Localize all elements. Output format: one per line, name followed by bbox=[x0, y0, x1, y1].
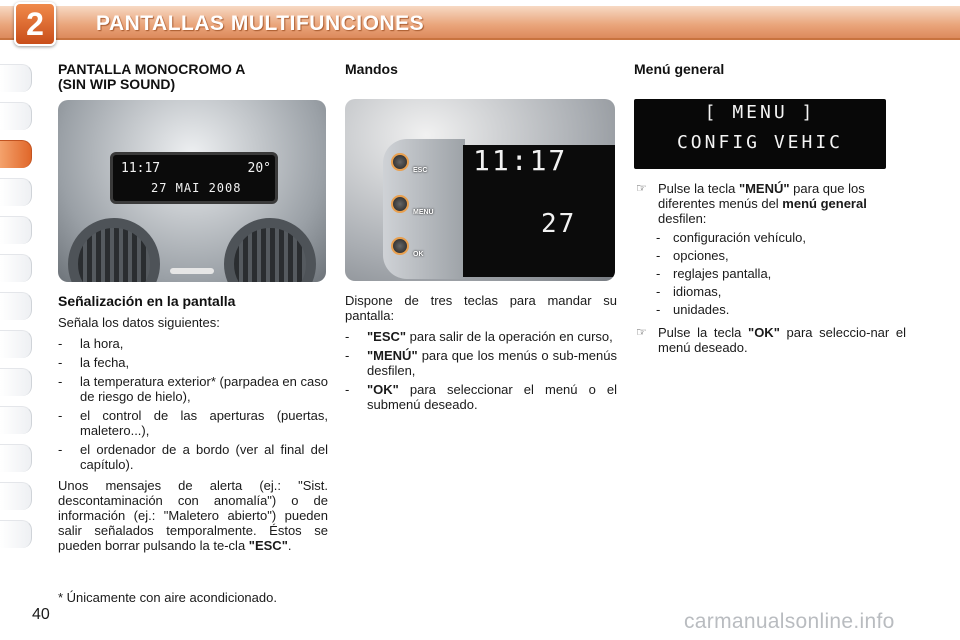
signals-list bbox=[58, 336, 328, 472]
hazard-switch bbox=[170, 268, 214, 274]
page-title: PANTALLAS MULTIFUNCIONES bbox=[96, 12, 425, 35]
column-general-menu bbox=[634, 62, 906, 355]
page-number: 40 bbox=[32, 606, 50, 623]
controls-lcd bbox=[463, 145, 615, 277]
list-item: - la fecha, bbox=[58, 355, 130, 370]
lcd-config-line: CONFIG VEHIC bbox=[676, 132, 844, 153]
step-press-ok: ☞ Pulse la tecla "OK" para seleccio-nar el menú deseado. bbox=[636, 325, 907, 355]
column-monochrome-display bbox=[58, 62, 328, 553]
lcd-menu-line: [ MENU ] bbox=[704, 102, 816, 123]
esc-button-icon bbox=[391, 153, 409, 171]
page-header bbox=[0, 0, 960, 46]
ok-button-icon bbox=[391, 237, 409, 255]
chapter-tab-7[interactable] bbox=[0, 292, 32, 320]
chapter-tab-1[interactable] bbox=[0, 64, 32, 92]
section-heading-general-menu: Menú general bbox=[634, 61, 725, 77]
section-heading-controls: Mandos bbox=[345, 61, 398, 77]
intro-text: Señala los datos siguientes: bbox=[58, 315, 220, 330]
heading-line-2: (SIN WIP SOUND) bbox=[58, 76, 176, 92]
air-vent-right bbox=[224, 218, 316, 282]
chapter-tab-12[interactable] bbox=[0, 482, 32, 510]
hand-pointer-icon: ☞ bbox=[636, 325, 647, 339]
list-item: - el control de las aperturas (puertas, maletero...), bbox=[58, 408, 328, 438]
air-vent-left bbox=[68, 218, 160, 282]
watermark: carmanualsonline.info bbox=[684, 610, 895, 633]
menu-options-list bbox=[656, 230, 906, 317]
list-item: - "MENÚ" para que los menús o sub-menús desfilen, bbox=[345, 348, 617, 378]
chapter-tab-13[interactable] bbox=[0, 520, 32, 548]
list-item: - opciones, bbox=[656, 248, 729, 263]
list-item: - el ordenador de a bordo (ver al final del capítulo). bbox=[58, 442, 328, 472]
lcd-value: 27 bbox=[541, 209, 577, 239]
control-buttons-panel bbox=[383, 139, 465, 279]
chapter-tabs bbox=[0, 64, 40, 558]
hand-pointer-icon: ☞ bbox=[636, 181, 647, 195]
section-heading-monochrome bbox=[58, 62, 328, 92]
monochrome-lcd bbox=[110, 152, 278, 204]
chapter-tab-6[interactable] bbox=[0, 254, 32, 282]
chapter-badge: 2 bbox=[14, 2, 56, 46]
controls-list bbox=[345, 329, 617, 412]
chapter-tab-2[interactable] bbox=[0, 102, 32, 130]
column-controls bbox=[345, 62, 617, 416]
chapter-tab-9[interactable] bbox=[0, 368, 32, 396]
list-item: - "ESC" para salir de la operación en curso, bbox=[345, 329, 613, 344]
dashboard-photo bbox=[58, 100, 326, 282]
lcd-time: 11:17 bbox=[121, 161, 161, 176]
controls-photo bbox=[345, 99, 615, 281]
list-item: - unidades. bbox=[656, 302, 730, 317]
footnote: * Únicamente con aire acondicionado. bbox=[58, 590, 277, 605]
heading-line-1: PANTALLA MONOCROMO A bbox=[58, 61, 246, 77]
section-heading-display-signals: Señalización en la pantalla bbox=[58, 293, 236, 309]
esc-button-label: ESC bbox=[413, 167, 428, 174]
chapter-tab-active[interactable] bbox=[0, 140, 32, 168]
list-item: - configuración vehículo, bbox=[656, 230, 806, 245]
alert-paragraph: Unos mensajes de alerta (ej.: "Sist. descontaminación con anomalía") o de información (ej.: "Maletero abierto") pueden salir señalados temporalmente. Éstos se pueden borrar pulsando la te-cla "ESC". bbox=[58, 478, 328, 553]
ok-button-label: OK bbox=[413, 251, 424, 258]
chapter-tab-8[interactable] bbox=[0, 330, 32, 358]
chapter-tab-5[interactable] bbox=[0, 216, 32, 244]
chapter-tab-11[interactable] bbox=[0, 444, 32, 472]
menu-button-icon bbox=[391, 195, 409, 213]
list-item: - la hora, bbox=[58, 336, 124, 351]
controls-intro: Dispone de tres teclas para mandar su pantalla: bbox=[345, 293, 617, 323]
chapter-tab-4[interactable] bbox=[0, 178, 32, 206]
menu-lcd-display bbox=[634, 99, 886, 169]
list-item: - la temperatura exterior* (parpadea en caso de riesgo de hielo), bbox=[58, 374, 328, 404]
step-press-menu: ☞ Pulse la tecla "MENÚ" para que los diferentes menús del menú general desfilen: bbox=[636, 181, 867, 226]
lcd-temperature: 20° bbox=[247, 161, 271, 176]
chapter-tab-10[interactable] bbox=[0, 406, 32, 434]
list-item: - reglajes pantalla, bbox=[656, 266, 772, 281]
lcd-date: 27 MAI 2008 bbox=[151, 181, 242, 195]
list-item: - "OK" para seleccionar el menú o el submenú deseado. bbox=[345, 382, 617, 412]
list-item: - idiomas, bbox=[656, 284, 722, 299]
menu-button-label: MENU bbox=[413, 209, 434, 216]
lcd-time: 11:17 bbox=[473, 144, 568, 177]
